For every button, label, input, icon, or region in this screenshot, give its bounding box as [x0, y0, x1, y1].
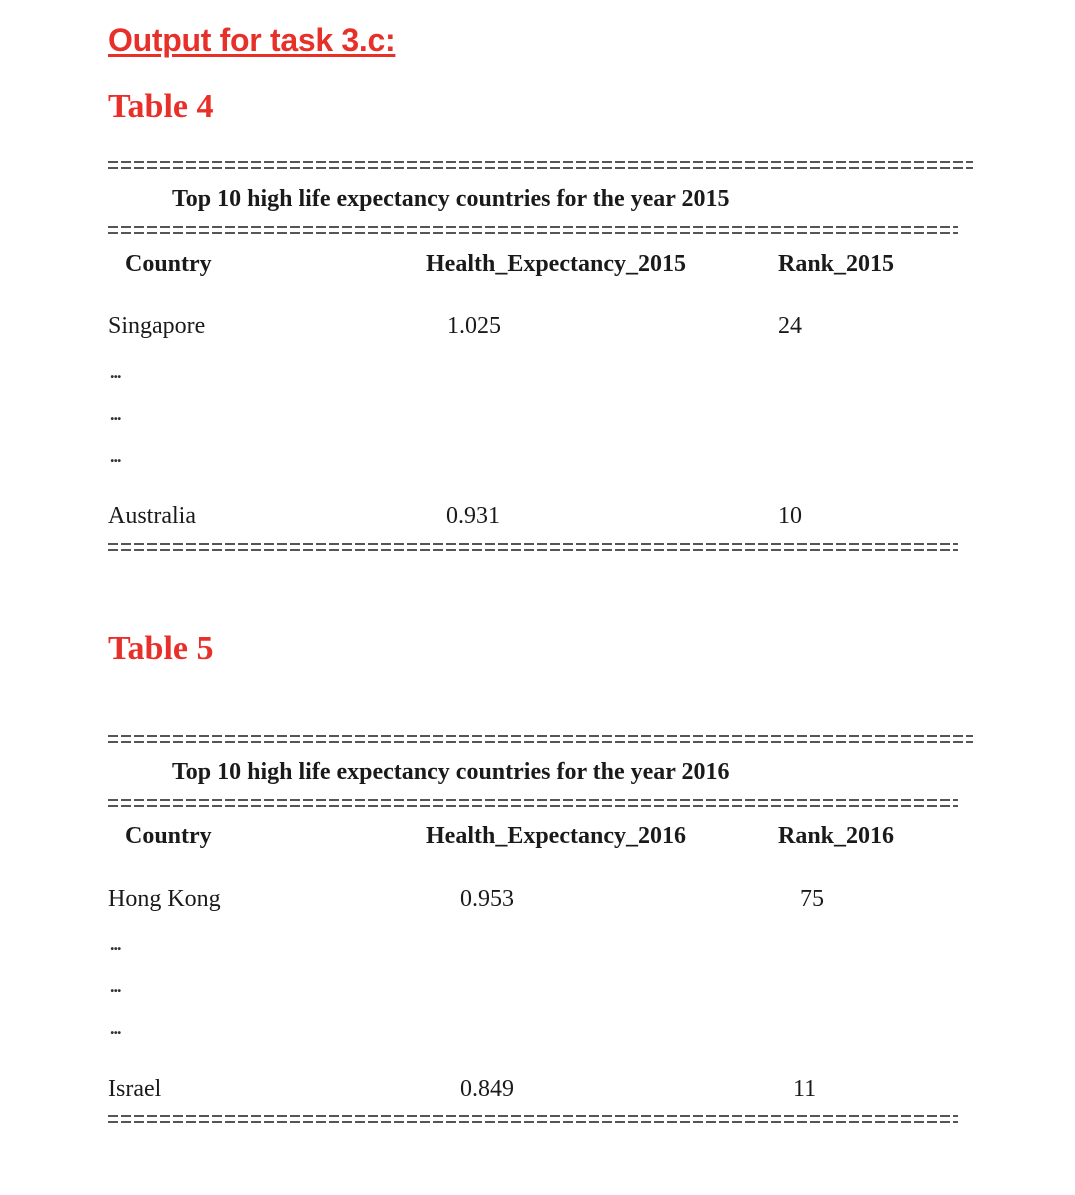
table-5-row-1-rank: 75 [800, 886, 824, 912]
table-4-bottom-rule [108, 541, 958, 553]
table-5-top-rule [108, 733, 973, 745]
table-4-heading: Table 4 [108, 88, 214, 125]
table-4-ellipsis: ... [110, 362, 121, 382]
table-4-row-1-rank: 24 [778, 313, 802, 339]
table-5-row-2-rank: 11 [793, 1076, 817, 1102]
table-4-top-rule [108, 159, 973, 171]
table-4-row-1-value: 1.025 [447, 313, 501, 339]
table-4-col-country: Country [125, 251, 212, 277]
table-5-caption: Top 10 high life expectancy countries for the year 2016 [172, 759, 730, 785]
table-5-heading: Table 5 [108, 630, 214, 667]
table-5-col-health: Health_Expectancy_2016 [426, 823, 686, 849]
table-5-col-country: Country [125, 823, 212, 849]
task-heading: Output for task 3.c: [108, 22, 396, 58]
table-4-caption: Top 10 high life expectancy countries for the year 2015 [172, 186, 730, 212]
table-4-row-2-country: Australia [108, 503, 196, 529]
table-4-col-health: Health_Expectancy_2015 [426, 251, 686, 277]
table-4-col-rank: Rank_2015 [778, 251, 895, 277]
table-5-ellipsis: ... [110, 976, 121, 996]
table-5-row-2-value: 0.849 [460, 1076, 514, 1102]
table-4-row-2-rank: 10 [778, 503, 802, 529]
table-5-col-rank: Rank_2016 [778, 823, 895, 849]
table-4-row-2-value: 0.931 [446, 503, 500, 529]
table-4-ellipsis: ... [110, 446, 121, 466]
table-5-ellipsis: ... [110, 934, 121, 954]
table-4-caption-rule [108, 224, 958, 236]
table-4-row-1-country: Singapore [108, 313, 206, 339]
table-5-row-2-country: Israel [108, 1076, 162, 1102]
table-5-ellipsis: ... [110, 1018, 121, 1038]
table-5-row-1-country: Hong Kong [108, 886, 221, 912]
table-5-bottom-rule [108, 1113, 958, 1125]
table-5-row-1-value: 0.953 [460, 886, 514, 912]
table-4-ellipsis: ... [110, 404, 121, 424]
table-5-caption-rule [108, 797, 958, 809]
